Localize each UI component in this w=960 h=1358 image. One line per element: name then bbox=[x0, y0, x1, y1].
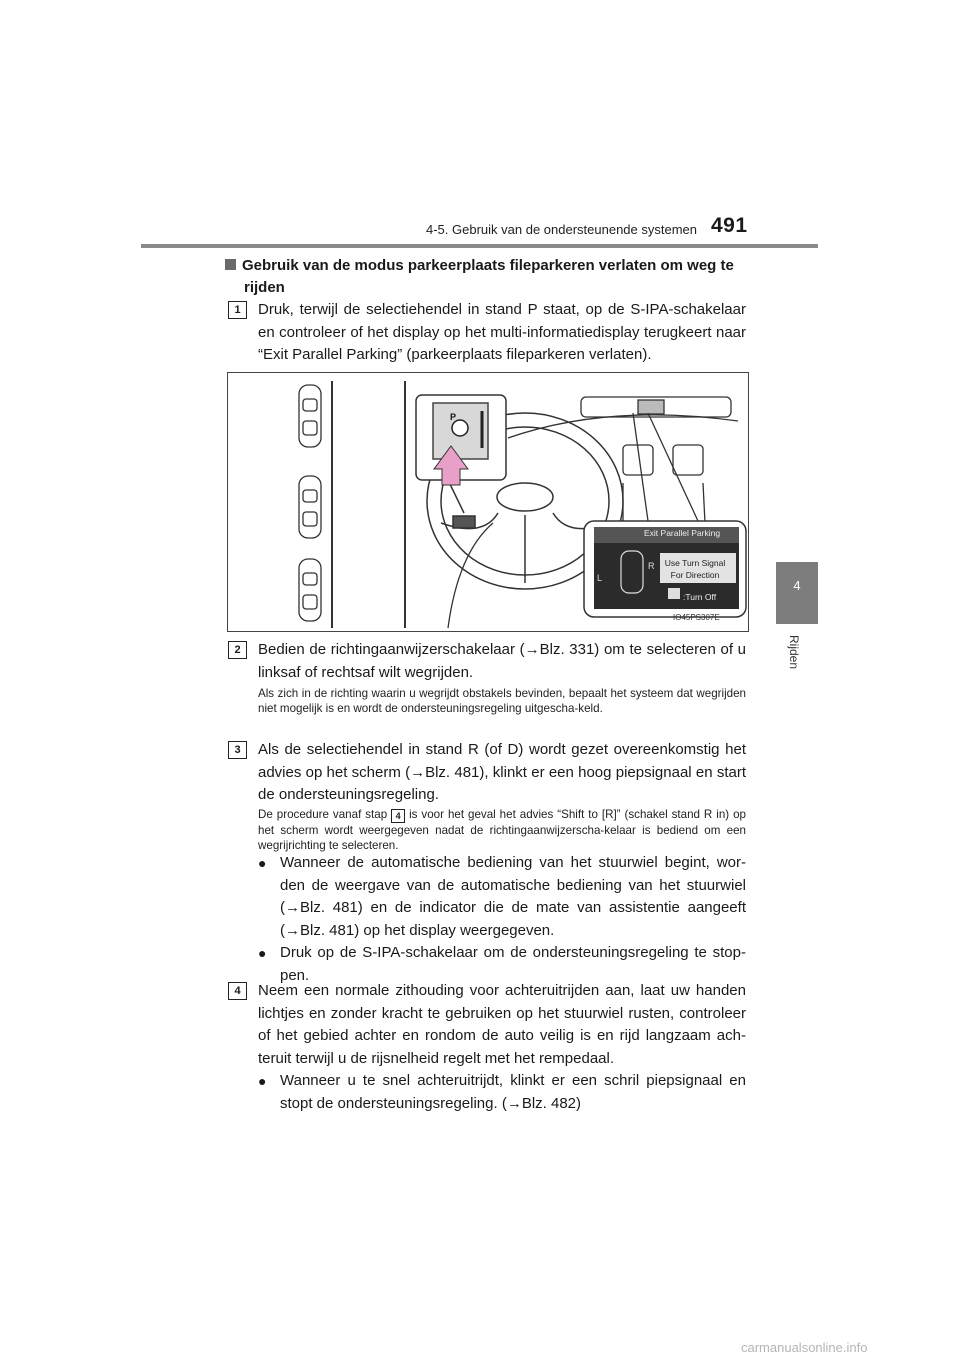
bullet-text: Wanneer de automatische bediening van het stuurwiel begint, wor-den de weergave van de automatische bediening van het stuurwiel (→Blz. 481) en de indicator die de mate van assistentie aangeeft (→Blz. 481) op het display weergegeven. bbox=[280, 854, 746, 939]
parked-cars-icon bbox=[299, 385, 321, 621]
step-badge-1: 1 bbox=[228, 301, 247, 319]
chapter-label: Rijden bbox=[787, 635, 801, 670]
display-title: Exit Parallel Parking bbox=[644, 528, 721, 538]
bullet-text: Druk op de S-IPA-schakelaar om de ondersteuningsregeling te stop-pen. bbox=[280, 944, 746, 984]
header-rule bbox=[141, 244, 818, 248]
inline-step-badge: 4 bbox=[391, 809, 405, 823]
heading-line-1: Gebruik van de modus parkeerplaats fileparkeren verlaten om weg te bbox=[242, 257, 734, 274]
section-heading bbox=[225, 255, 749, 299]
display-message bbox=[658, 557, 732, 581]
display-message-line-2: For Direction bbox=[670, 570, 720, 580]
step-1-text: Druk, terwijl de selectiehendel in stand P staat, op de S-IPA-schakelaar en controleer of het display op het multi-informatiedisplay terugkeert naar “Exit Parallel Parking” (parkeerplaats fileparkeren verlaten). bbox=[258, 301, 746, 363]
step-3-note bbox=[258, 807, 746, 853]
display-turn-off: :Turn Off bbox=[683, 592, 717, 602]
illustration-drawing bbox=[228, 373, 749, 632]
step-badge-3: 3 bbox=[228, 741, 247, 759]
s-ipa-switch-callout bbox=[416, 395, 506, 513]
step-4-bullet-1 bbox=[258, 1070, 746, 1115]
step-3-bullet-1 bbox=[258, 852, 746, 942]
running-header: 4-5. Gebruik van de ondersteunende systemen bbox=[426, 222, 698, 237]
note-part-1: De procedure vanaf stap bbox=[258, 808, 388, 821]
step-4-text: Neem een normale zithouding voor achteruitrijden aan, laat uw handen lichtjes en zonder kracht te gebruiken op het stuurwiel rusten, controleer of het gebied achter en rondom de auto veilig is en rijd langzaam ach-teruit terwijl u de rijsnelheid regelt met het rempedaal. bbox=[258, 982, 746, 1067]
step-2-note: Als zich in de richting waarin u wegrijdt obstakels bevinden, bepaalt het systeem dat wegrijden niet mogelijk is en wordt de ondersteuningsregeling uitgescha-keld. bbox=[258, 687, 746, 715]
bullet-dot-icon: ● bbox=[258, 1073, 267, 1089]
square-bullet-icon bbox=[225, 259, 236, 270]
bullet-text: Wanneer u te snel achteruitrijdt, klinkt er een schril piepsignaal en stopt de ondersteuningsregeling. (→Blz. 482) bbox=[280, 1072, 746, 1112]
display-left-label: L bbox=[597, 573, 603, 583]
page-number: 491 bbox=[711, 214, 748, 237]
switch-letter: P bbox=[450, 412, 457, 422]
display-right-label: R bbox=[648, 561, 655, 571]
step-3-text: Als de selectiehendel in stand R (of D) wordt gezet overeenkomstig het advies op het scherm (→Blz. 481), klinkt er een hoog piepsignaal en start de ondersteuningsregeling. bbox=[258, 741, 746, 803]
note-part-2: is voor het geval het advies “Shift to [R]” (schakel stand R in) op het scherm wordt weergegeven nadat de richtingaanwijzerscha-kelaar is bediend om een wegrijrichting te selecteren. bbox=[258, 808, 746, 852]
illustration bbox=[227, 372, 749, 632]
figure-code: IO45PS307E bbox=[673, 613, 720, 622]
heading-line-2: rijden bbox=[244, 279, 285, 296]
step-badge-4: 4 bbox=[228, 982, 247, 1000]
display-message-line-1: Use Turn Signal bbox=[664, 558, 726, 568]
bullet-dot-icon: ● bbox=[258, 855, 267, 871]
step-2-text: Bedien de richtingaanwijzerschakelaar (→Blz. 331) om te selecteren of u linksaf of rechtsaf wilt wegrijden. bbox=[258, 641, 746, 681]
multi-information-display bbox=[584, 413, 746, 617]
step-badge-2: 2 bbox=[228, 641, 247, 659]
bullet-dot-icon: ● bbox=[258, 945, 267, 961]
watermark: carmanualsonline.info bbox=[741, 1340, 868, 1355]
chapter-tab: 4 bbox=[776, 562, 818, 624]
